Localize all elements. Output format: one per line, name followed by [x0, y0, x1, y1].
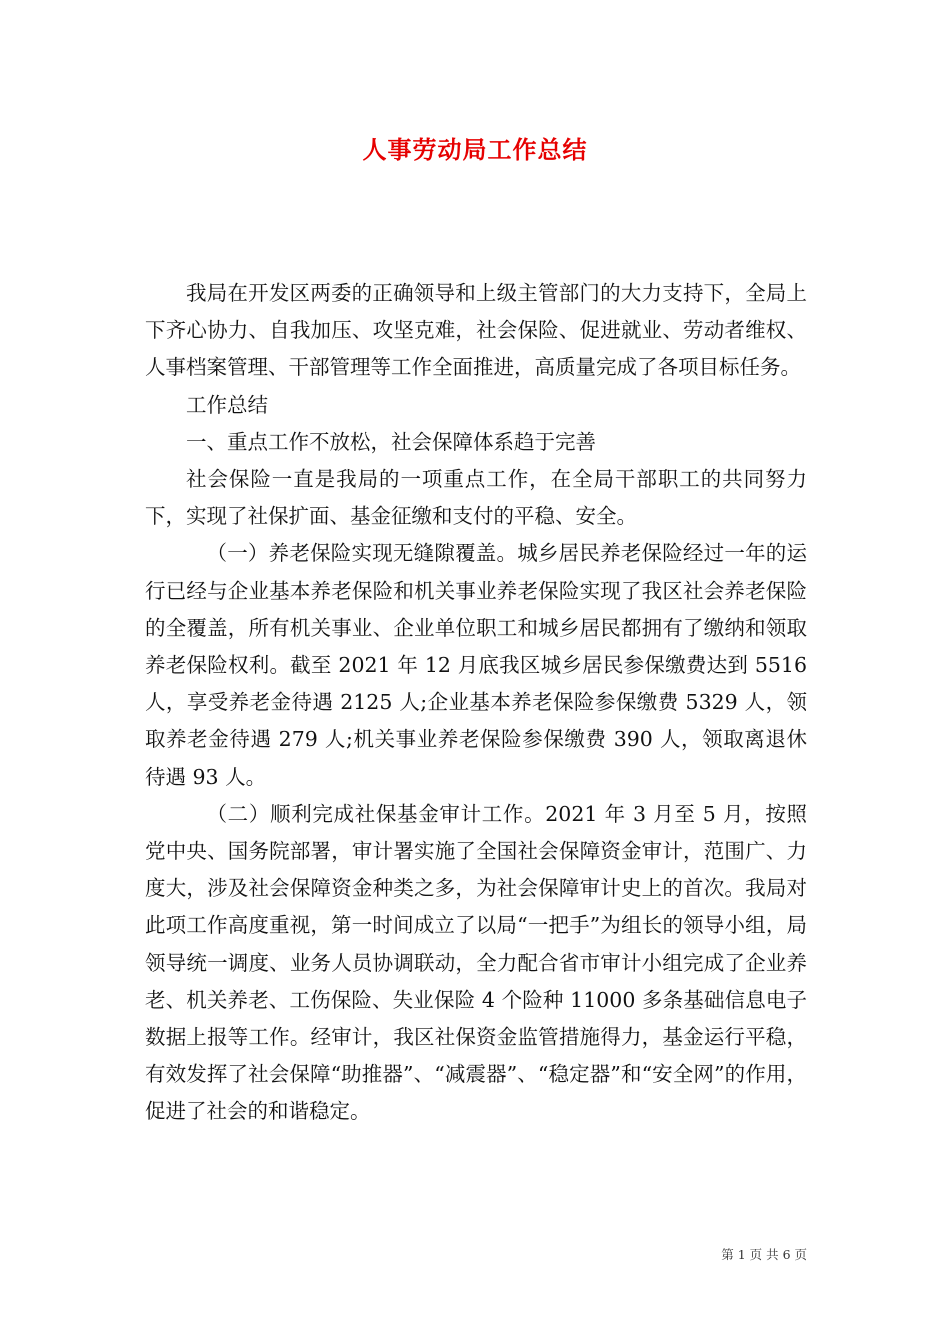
document-body [145, 275, 807, 1131]
social-insurance-paragraph: 社会保险一直是我局的一项重点工作，在全局干部职工的共同努力下，实现了社保扩面、基金征缴和支付的平稳、安全。 [145, 467, 807, 529]
audit-paragraph: （二）顺利完成社保基金审计工作。2021 年 3 月至 5 月，按照党中央、国务院部署，审计署实施了全国社会保障资金审计，范围广、力度大，涉及社会保障资金种类之多，为社会保障审计史上的首次。我局对此项工作高度重视，第一时间成立了以局“一把手”为组长的领导小组，局领导统一调度、业务人员协调联动，全力配合省市审计小组完成了企业养老、机关养老、工伤保险、失业保险 4 个险种 11000 多条基础信息电子数据上报等工作。经审计，我区社保资金监管措施得力，基金运行平稳，有效发挥了社会保障“助推器”、“减震器”、“稳定器”和“安全网”的作用，促进了社会的和谐稳定。 [145, 801, 807, 1124]
section-heading-one: 一、重点工作不放松，社会保障体系趋于完善 [186, 429, 596, 454]
page-title: 人事劳动局工作总结 [362, 136, 588, 164]
intro-paragraph: 我局在开发区两委的正确领导和上级主管部门的大力支持下，全局上下齐心协力、自我加压、攻坚克难，社会保险、促进就业、劳动者维权、人事档案管理、干部管理等工作全面推进，高质量完成了各项目标任务。 [145, 281, 807, 380]
page-number: 第 1 页 共 6 页 [721, 1247, 807, 1262]
section-heading-summary: 工作总结 [186, 392, 268, 417]
pension-paragraph: （一）养老保险实现无缝隙覆盖。城乡居民养老保险经过一年的运行已经与企业基本养老保险和机关事业养老保险实现了我区社会养老保险的全覆盖，所有机关事业、企业单位职工和城乡居民都拥有了缴纳和领取养老保险权利。截至 2021 年 12 月底我区城乡居民参保缴费达到 5516 人，享受养老金待遇 2125 人;企业基本养老保险参保缴费 5329 人，领取养老金待遇 279 人;机关事业养老保险参保缴费 390 人，领取离退休待遇 93 人。 [145, 541, 807, 789]
